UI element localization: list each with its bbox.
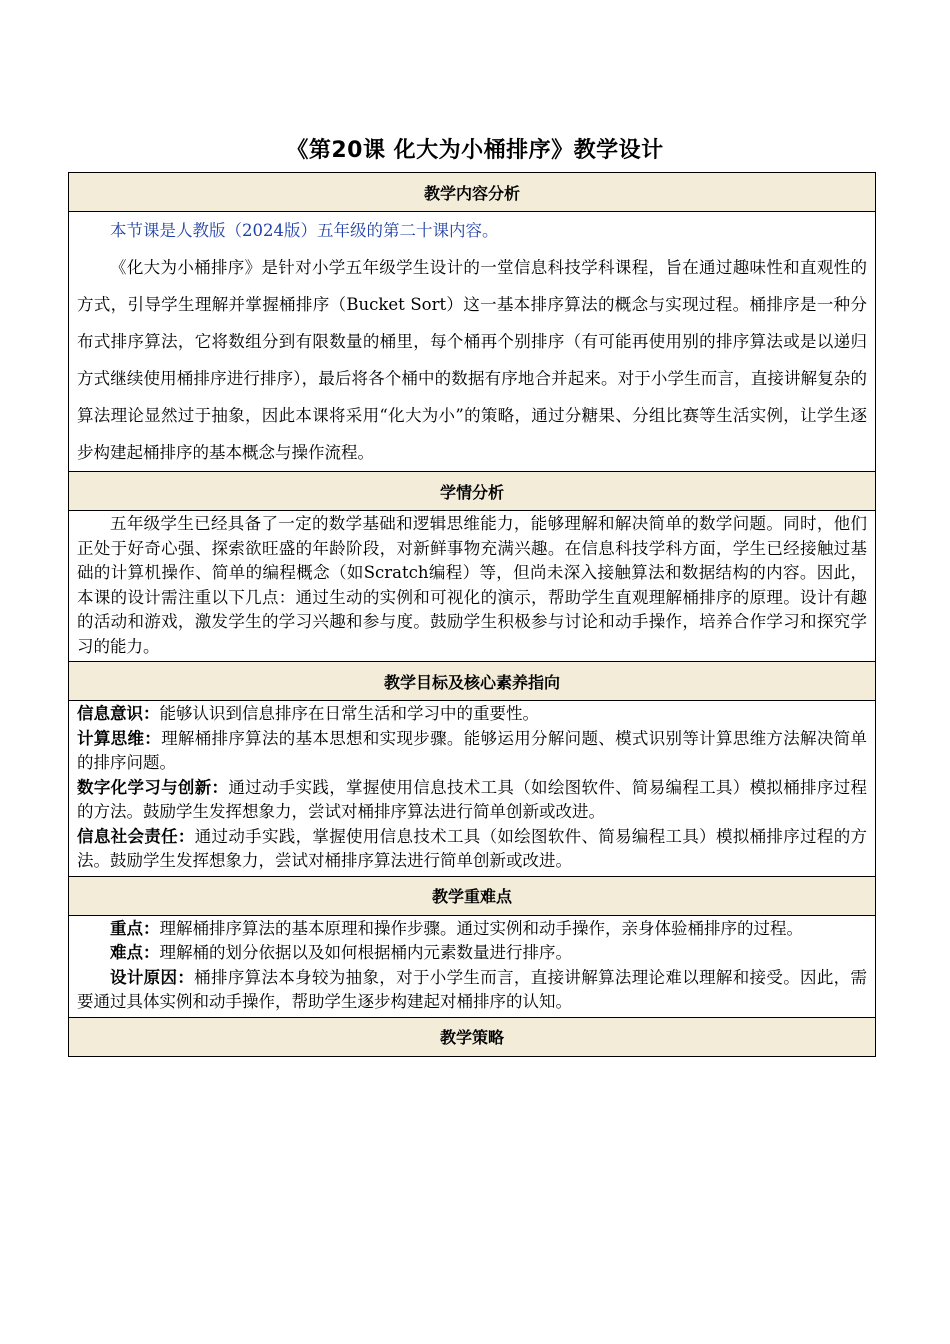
objectives-header-row xyxy=(69,662,876,701)
objectives-heading: 教学目标及核心素养指向 xyxy=(69,662,876,701)
objective-item xyxy=(77,776,867,825)
strategy-header-row xyxy=(69,1017,876,1056)
objective-item xyxy=(77,702,867,727)
key-point-label: 设计原因： xyxy=(110,967,195,987)
key-point-text: 理解桶排序算法的基本原理和操作步骤。通过实例和动手操作，亲身体验桶排序的过程。 xyxy=(159,918,803,938)
content-analysis-cell xyxy=(69,212,876,472)
content-analysis-heading: 教学内容分析 xyxy=(69,173,876,212)
learner-analysis-body-row xyxy=(69,511,876,662)
key-points-cell xyxy=(69,915,876,1017)
learner-analysis-cell xyxy=(69,511,876,662)
key-points-heading: 教学重难点 xyxy=(69,876,876,915)
key-point-item xyxy=(77,966,867,1015)
objective-text: 能够认识到信息排序在日常生活和学习中的重要性。 xyxy=(159,704,539,723)
key-point-item xyxy=(77,941,867,966)
learner-analysis-heading: 学情分析 xyxy=(69,472,876,511)
objective-item xyxy=(77,825,867,874)
objective-text: 通过动手实践，掌握使用信息技术工具（如绘图软件、简易编程工具）模拟桶排序过程的方法。鼓励学生发挥想象力，尝试对桶排序算法进行简单创新或改进。 xyxy=(77,777,868,821)
key-point-text: 理解桶的划分依据以及如何根据桶内元素数量进行排序。 xyxy=(159,943,572,962)
key-point-item xyxy=(77,917,867,942)
objective-item xyxy=(77,727,867,776)
objective-text: 理解桶排序算法的基本思想和实现步骤。能够运用分解问题、模式识别等计算思维方法解决简单的排序问题。 xyxy=(77,728,868,772)
objective-label: 计算思维： xyxy=(77,728,162,748)
objectives-body-row xyxy=(69,701,876,877)
objectives-cell xyxy=(69,701,876,877)
content-analysis-body: 《化大为小桶排序》是针对小学五年级学生设计的一堂信息科技学科课程，旨在通过趣味性和直观性的方式，引导学生理解并掌握桶排序（Bucket Sort）这一基本排序算法的概念与实现过程。桶排序是一种分布式排序算法，它将数组分到有限数量的桶里，每个桶再个别排序（有可能再使用别的排序算法或是以递归方式继续使用桶排序进行排序），最后将各个桶中的数据有序地合并起来。对于小学生而言，直接讲解复杂的算法理论显然过于抽象，因此本课将采用“化大为小”的策略，通过分糖果、分组比赛等生活实例，让学生逐步构建起桶排序的基本概念与操作流程。 xyxy=(77,258,867,462)
content-analysis-header-row xyxy=(69,173,876,212)
content-analysis-intro: 本节课是人教版（2024版）五年级的第二十课内容。 xyxy=(110,221,499,240)
objective-text: 通过动手实践，掌握使用信息技术工具（如绘图软件、简易编程工具）模拟桶排序过程的方法。鼓励学生发挥想象力，尝试对桶排序算法进行简单创新或改进。 xyxy=(77,826,868,870)
key-point-text: 桶排序算法本身较为抽象，对于小学生而言，直接讲解算法理论难以理解和接受。因此，需要通过具体实例和动手操作，帮助学生逐步构建起对桶排序的认知。 xyxy=(77,967,868,1011)
key-point-label: 重点： xyxy=(110,918,160,938)
content-analysis-body-row xyxy=(69,212,876,472)
lesson-plan-table xyxy=(68,172,876,1057)
document-title: 《第20课 化大为小桶排序》教学设计 xyxy=(286,138,664,163)
objective-label: 信息意识： xyxy=(77,704,160,723)
key-points-body-row xyxy=(69,915,876,1017)
objective-label: 数字化学习与创新： xyxy=(77,777,229,797)
objective-label: 信息社会责任： xyxy=(77,826,195,846)
learner-analysis-body: 五年级学生已经具备了一定的数学基础和逻辑思维能力，能够理解和解决简单的数学问题。同时，他们正处于好奇心强、探索欲旺盛的年龄阶段，对新鲜事物充满兴趣。在信息科技学科方面，学生已经接触过基础的计算机操作、简单的编程概念（如Scratch编程）等，但尚未深入接触算法和数据结构的内容。因此，本课的设计需注重以下几点：通过生动的实例和可视化的演示，帮助学生直观理解桶排序的原理。设计有趣的活动和游戏，激发学生的学习兴趣和参与度。鼓励学生积极参与讨论和动手操作，培养合作学习和探究学习的能力。 xyxy=(77,514,867,656)
learner-analysis-header-row xyxy=(69,472,876,511)
strategy-heading: 教学策略 xyxy=(69,1017,876,1056)
key-points-header-row xyxy=(69,876,876,915)
key-point-label: 难点： xyxy=(110,943,160,962)
